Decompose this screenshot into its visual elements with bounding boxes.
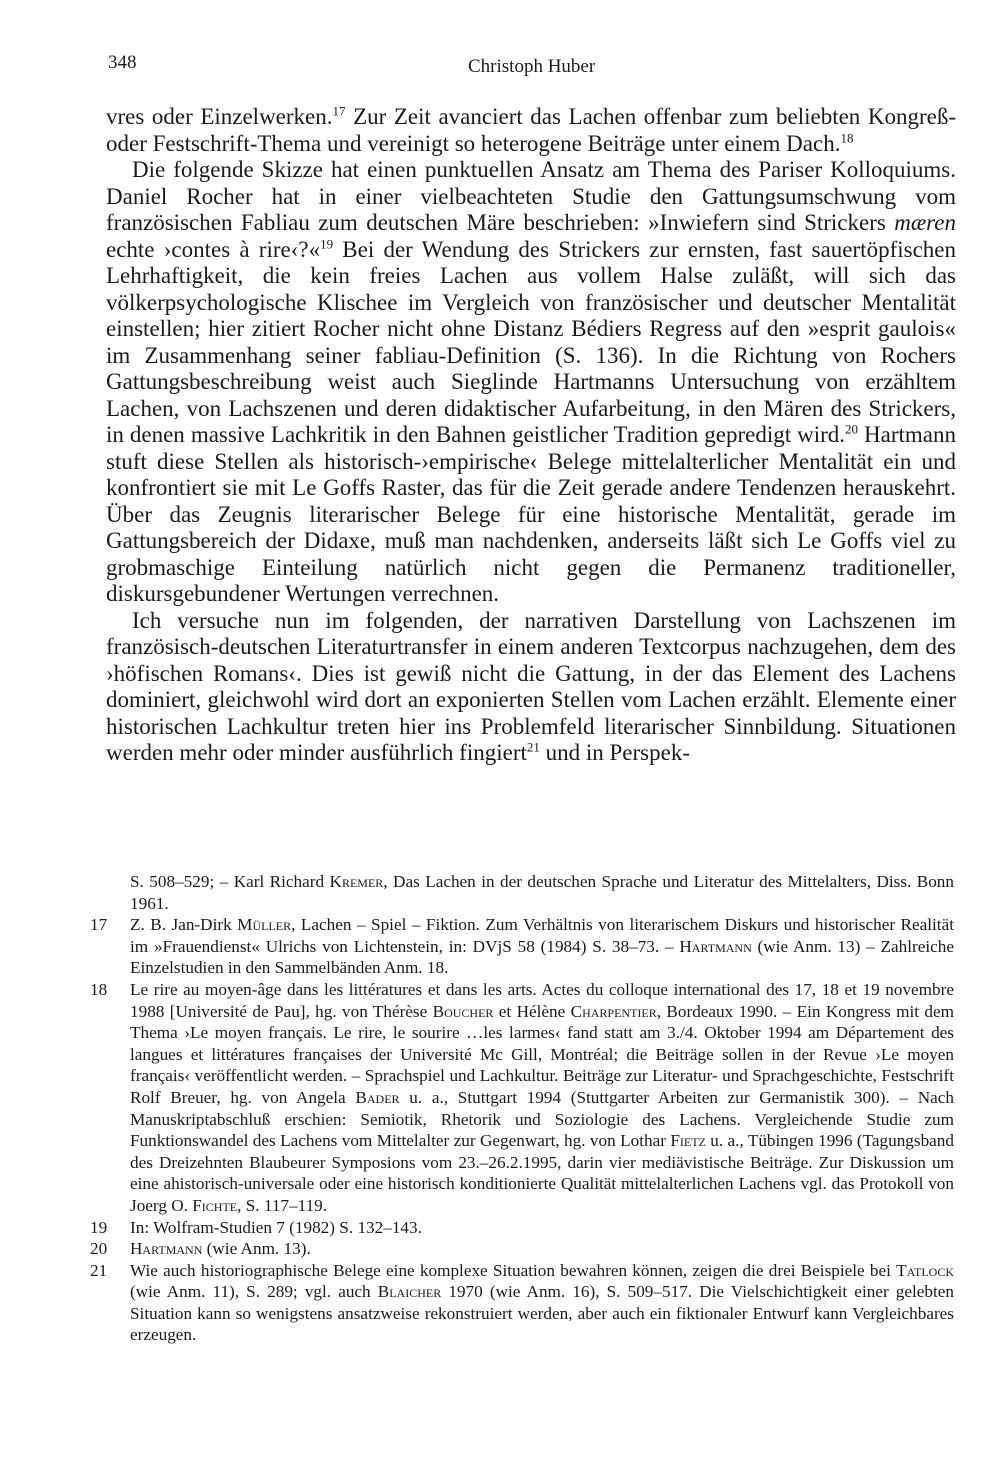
author-name: Fietz bbox=[670, 1131, 706, 1151]
footnote-ref-20: 20 bbox=[845, 421, 859, 437]
text-run: Wie auch historiographische Belege eine komplexe Situation bewahren können, zeigen die drei Beispiele bei bbox=[130, 1260, 897, 1280]
text-run: (wie Anm. 13) – Zahlreiche Einzelstudien in den Sammelbänden Anm. 18. bbox=[130, 936, 954, 978]
text-run: et Hélène bbox=[493, 1001, 571, 1021]
author-name: Charpentier bbox=[570, 1001, 657, 1021]
text-run: , Das Lachen in der deutschen Sprache und Literatur des Mittelalters, Diss. Bonn 1961. bbox=[130, 872, 954, 913]
author-name: Tatlock bbox=[896, 1260, 954, 1280]
footnote-number: 21 bbox=[90, 1260, 108, 1280]
main-text bbox=[106, 104, 956, 767]
footnote-20 bbox=[90, 1238, 954, 1260]
paragraph-3 bbox=[106, 608, 956, 767]
text-run: Zur Zeit avanciert das Lachen offenbar zum beliebten Kongreß- oder Festschrift-Thema und vereinigt so heterogene Beiträge unter einem Dach. bbox=[106, 104, 956, 156]
text-run: Le rire au moyen-âge dans les littératures et dans les arts. Actes du colloque international des 17, 18 et 19 novembre 1988 [Université de Pau], hg. von Thérèse bbox=[130, 979, 954, 1021]
footnotes bbox=[90, 871, 954, 1346]
page-header bbox=[108, 52, 958, 88]
paragraph-2 bbox=[106, 157, 956, 608]
text-run: Die folgende Skizze hat einen punktuellen Ansatz am Thema des Pariser Kolloquiums. Daniel Rocher hat in einer vielbeachteten Studie den Gattungsumschwung vom französischen Fabliau zum deutschen Märe beschrieben: »Inwiefern sind Strickers bbox=[106, 157, 956, 235]
footnote-18 bbox=[90, 979, 954, 1217]
text-run: (wie Anm. 13). bbox=[202, 1239, 311, 1259]
text-run: Ich versuche nun im folgenden, der narrativen Darstellung von Lachszenen im französisch-deutschen Literaturtransfer in einem anderen Textcorpus nachzugehen, dem des ›höfischen Romans‹. Dies ist gewiß nicht die Gattung, in der das Element des Lachens dominiert, gleichwohl wird dort an exponierten Stellen vom Lachen erzählt. Elemente einer historischen Lachkultur treten hier ins Problemfeld literarischer Sinnbildung. Situationen werden mehr oder minder ausführlich fingiert bbox=[106, 607, 956, 765]
author-name: Hartmann bbox=[679, 936, 752, 956]
text-run: (wie Anm. 11), S. 289; vgl. auch bbox=[130, 1282, 378, 1302]
footnote-21 bbox=[90, 1260, 954, 1346]
text-run: , Bordeaux 1990. – Ein Kongress mit dem Thema ›Le moyen français. Le rire, le sourire …les larmes‹ fand statt am 3./4. Oktober 1994 am Département des langues et littératures françaises der Université Mc Gill, Montréal; die Beiträge sollen in der Revue ›Le moyen français‹ veröffentlicht werden. – Sprachspiel und Lachkultur. Beiträge zur Literatur- und Sprachgeschichte, Festschrift Rolf Breuer, hg. von Angela bbox=[130, 1001, 954, 1107]
page-number: 348 bbox=[108, 52, 137, 73]
author-name: Hartmann bbox=[130, 1239, 203, 1259]
text-run: In: Wolfram-Studien 7 (1982) S. 132–143. bbox=[130, 1217, 422, 1237]
footnote-continuation bbox=[104, 871, 954, 914]
text-run: und in Perspek- bbox=[539, 740, 690, 765]
text-run: u. a., Tübingen 1996 (Tagungsband des Dreizehnten Blaubeurer Symposions vom 23.–26.2.1995, darin vier mediävistische Beiträge. Zur Diskussion um eine ahistorisch-universale oder eine historisch konditionierte Qualität mittelalterlichen Lachens vgl. das Protokoll von Joerg O. bbox=[130, 1131, 954, 1215]
text-run: Z. B. Jan-Dirk bbox=[130, 915, 238, 935]
footnote-number: 18 bbox=[90, 979, 108, 999]
footnote-ref-21: 21 bbox=[526, 739, 540, 755]
footnote-ref-18: 18 bbox=[840, 129, 854, 145]
footnote-number: 20 bbox=[90, 1239, 108, 1259]
footnote-ref-19: 19 bbox=[320, 235, 334, 251]
text-run: u. a., Stuttgart 1994 (Stuttgarter Arbeiten zur Germanistik 300). – Nach Manuskriptabschluß erschien: Semiotik, Rhetorik und Soziologie des Lachens. Vergleichende Studie zum Funktionswandel des Lachens vom Mittelalter zur Gegenwart, hg. von Lothar bbox=[130, 1087, 954, 1151]
italic-term: mæren bbox=[894, 210, 956, 235]
text-run: vres oder Einzelwerken. bbox=[106, 104, 333, 129]
text-run: 1970 (wie Anm. 16), S. 509–517. Die Vielschichtigkeit einer gelebten Situation kann so wenigstens ansatzweise rekonstruiert werden, aber auch ein fiktionaler Entwurf kann Vergleichbares erzeugen. bbox=[130, 1282, 954, 1345]
text-run: Hartmann stuft diese Stellen als historisch-›empirische‹ Belege mittelalterlicher Mentalität ein und konfrontiert sie mit Le Goffs Raster, das für die Zeit gerade andere Tendenzen herauskehrt. Über das Zeugnis literarischer Belege für eine historische Mentalität, gerade im Gattungsbereich der Didaxe, muß man nachdenken, anderseits läßt sich Le Goffs viel zu grobmaschige Einteilung natürlich nicht gegen die Permanenz traditioneller, diskursgebundener Wertungen verrechnen. bbox=[106, 422, 957, 606]
paragraph-1 bbox=[106, 104, 956, 157]
footnote-ref-17: 17 bbox=[332, 103, 346, 119]
text-run: Bei der Wendung des Strickers zur ernsten, fast sauertöpfischen Lehrhaftigkeit, die kein freies Lachen aus vollem Halse zuläßt, will sich das völkerpsychologische Klischee im Vergleich von französischer und deutscher Mentalität einstellen; hier zitiert Rocher nicht ohne Distanz Bédiers Regress auf den »esprit gaulois« im Zusammenhang seiner fabliau-Definition (S. 136). In die Richtung von Rochers Gattungsbeschreibung weist auch Sieglinde Hartmanns Untersuchung von erzähltem Lachen, von Lachszenen und deren didaktischer Aufarbeitung, in den Mären des Strickers, in denen massive Lachkritik in den Bahnen geistlicher Tradition gepredigt wird. bbox=[106, 236, 956, 447]
author-name: Kremer bbox=[329, 872, 384, 891]
author-name: Boucher bbox=[432, 1001, 494, 1021]
text-run: echte ›contes à rire‹?« bbox=[106, 236, 321, 262]
running-head: Christoph Huber bbox=[468, 56, 596, 77]
footnote-17 bbox=[90, 914, 954, 979]
text-run: , S. 117–119. bbox=[237, 1195, 328, 1215]
footnote-number: 17 bbox=[90, 915, 108, 935]
author-name: Müller bbox=[237, 915, 292, 935]
author-name: Fichte bbox=[192, 1195, 238, 1215]
text-run: , Lachen – Spiel – Fiktion. Zum Verhältnis von literarischem Diskurs und historischer Realität im »Frauendienst« Ulrichs von Lichtenstein, in: DVjS 58 (1984) S. 38–73. – bbox=[130, 915, 954, 956]
text-run: S. 508–529; – Karl Richard bbox=[130, 872, 330, 891]
author-name: Bader bbox=[355, 1087, 400, 1107]
footnote-19 bbox=[90, 1217, 954, 1239]
footnote-number: 19 bbox=[90, 1217, 108, 1237]
author-name: Blaicher bbox=[377, 1282, 442, 1302]
